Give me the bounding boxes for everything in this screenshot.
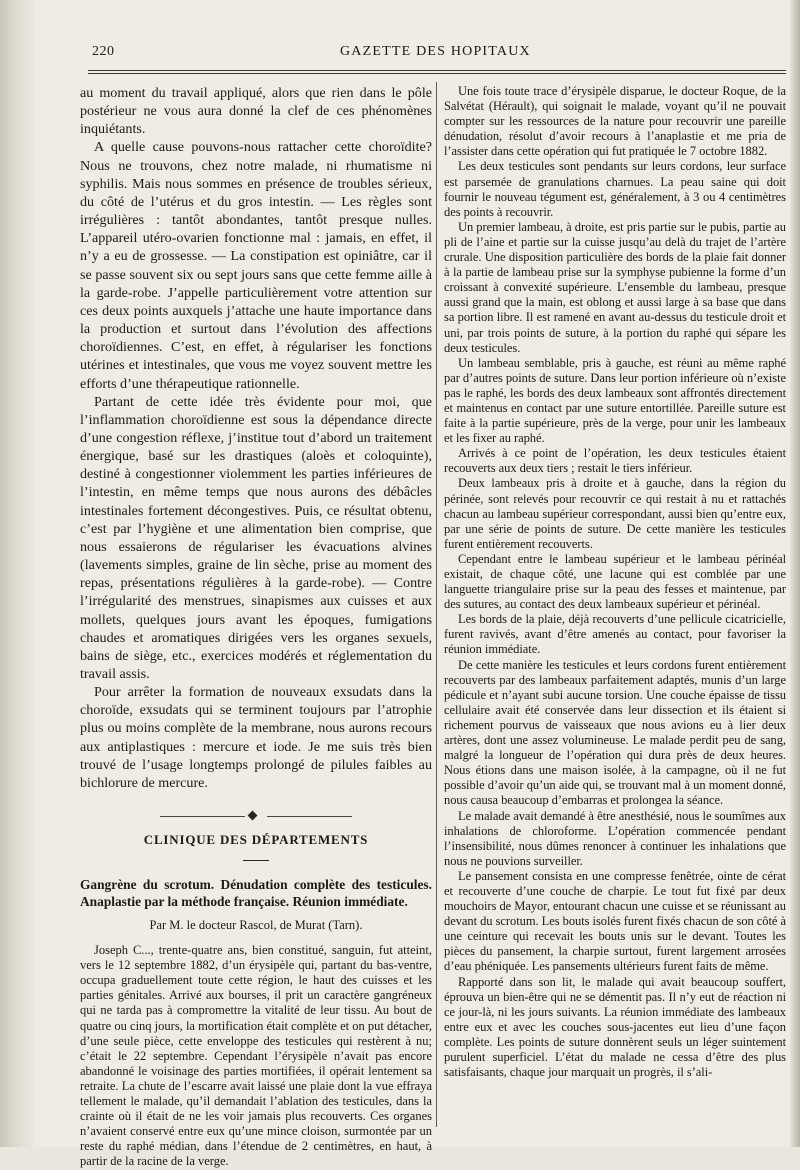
paragraph: Le pansement consista en une compresse fenêtrée, ointe de cérat et recouverte d’une couche de charpie. Le tout fut fixé par deux mouchoirs de Mayor, entourant chacun une cuisse et se réunissant au devant du scrotum. Les bouts isolés furent fixés chacun de son côté à une ceinture qui recevait les bouts unis sur le devant. Toutes les pièces du pansement, la charpie surtout, furent largement arrosées d’eau phéniquée. Les pansements ultérieurs furent faits de même. — [444, 868, 786, 974]
essay-body — [80, 84, 432, 792]
header-rule-thick — [88, 70, 786, 71]
ornament-line — [160, 816, 245, 817]
ornament-line — [267, 816, 352, 817]
paragraph: Deux lambeaux pris à droite et à gauche, dans la région du périnée, sont relevés pour recouvrir ce qui restait à nu et rattachés chacun au lambeau supérieur correspondant, aussi bien qu’entre eux, par une série de points de suture. De cette manière les testicules furent entièrement recouverts. — [444, 476, 786, 551]
page-gutter-shadow — [0, 0, 34, 1147]
paragraph: Un lambeau semblable, pris à gauche, est réuni au même raphé par d’autres points de suture. Dans leur portion inférieure où n’existe pas le raphé, les bords des deux lambeaux sont affrontés directement et maintenus en contact par une suture entortillée. Pareille suture est faite à la partie supérieure, près de la verge, pour unir les lambeaux et les fixer au raphé. — [444, 355, 786, 446]
paragraph: A quelle cause pouvons-nous rattacher cette choroïdite? Nous ne trouvons, chez notre malade, ni rhumatisme ni syphilis. Mais nous sommes en présence de troubles sérieux, du côté de l’utérus et du gros intestin. — Les règles sont irrégulières : tantôt abondantes, tantôt presque nulles. L’appareil utéro-ovarien fonctionne mal : jamais, en effet, il n’y a eu de grossesse. — La constipation est opiniâtre, car il se passe souvent six ou sept jours sans que cette femme aille à la garde-robe. J’appelle particulièrement votre attention sur ces deux points auxquels j’attache une haute importance dans la production et surtout dans l’évolution des affections choroïdiennes. C’est, en effet, à régulariser les fonctions utérines et intestinales, que vous me voyez souvent mettre les efforts d’une thérapeutique rationnelle. — [80, 139, 432, 392]
left-column — [80, 84, 432, 1170]
paragraph: Le malade avait demandé à être anesthésié, nous le soumîmes aux inhalations de chloroforme. L’opération commencée pendant l’insensibilité, nous dûmes renoncer à continuer les inhalations que nous ne pouvions surveiller. — [444, 808, 786, 868]
paragraph: Les deux testicules sont pendants sur leurs cordons, leur surface est parsemée de granulations charnues. La peau saine qui doit fournir le nouveau tégument est, généralement, à 3 ou 4 centimètres des points à recouvrir. — [444, 159, 786, 219]
paragraph: Arrivés à ce point de l’opération, les deux testicules étaient recouverts aux deux tiers ; restait le tiers inférieur. — [444, 446, 786, 476]
article-byline: Par M. le docteur Rascol, de Murat (Tarn). — [149, 918, 363, 933]
paragraph: Partant de cette idée très évidente pour moi, que l’inflammation choroïdienne est sous la dépendance directe d’une congestion réflexe, j’institue tout d’abord un traitement énergique, basé sur les drastiques (aloès et coloquinte), destiné à congestionner violemment les parties inférieures de l’intestin, en même temps que nous aurons des débâcles intestinales fortement décongestives. Puis, ce résultat obtenu, c’est par l’hygiène et une alimentation bien comprise, que nous essaierons de régulariser les évacuations alvines (lavements simples, graine de lin sèche, prise au moment des repas, présentations régulières à la garde-robe). — Contre l’irrégularité des menstrues, sinapismes aux cuisses et aux mollets, quelques jours avant les époques, fumigations chaudes et aromatiques dirigées vers les organes sexuels, bains de siège, etc., exercices modérés et réglementation du travail assis. — [80, 393, 432, 682]
column-divider — [436, 82, 437, 1127]
heading-rule — [243, 860, 269, 861]
paragraph: Joseph C..., trente-quatre ans, bien constitué, sanguin, fut atteint, vers le 12 septembre 1882, d’un érysipèle qui, partant du bas-ventre, occupa graduellement toute cette région, le haut des cuisses et les parties génitales. Arrivé aux bourses, il prit un caractère gangréneux qui ne tarda pas à compromettre la vitalité de leur tissu. Au bout de quatre ou cinq jours, la mortification était complète et on put détacher, d’une seule pièce, cette enveloppe des testicules qui restèrent à nu; c’était le 22 septembre. Cependant l’érysipèle n’avait pas encore abandonné le voisinage des parties mortifiées, il opérait lentement sa retraite. La chute de l’escarre avait laissé une plaie dont la vue effraya tellement le malade, qu’il demandait l’ablation des testicules, dans la crainte où il était de ne les voir jamais plus recouverts. Ces organes n’avaient conservé entre eux qu’une mince cloison, surmontée par un reste du raphé médian, dans l’étendue de 2 centimètres, en haut, à partir de la racine de la verge. — [80, 943, 432, 1169]
diamond-icon — [248, 811, 258, 821]
paragraph: Pour arrêter la formation de nouveaux exsudats dans la choroïde, exsudats qui se terminent toujours par l’atrophie plus ou moins complète de la membrane, nous aurons recours aux antiplastiques : mercure et iode. Je me suis très bien trouvé de l’usage longtemps prolongé de pilules faibles au bichlorure de mercure. — [80, 684, 432, 791]
running-title: GAZETTE DES HOPITAUX — [340, 44, 531, 59]
paragraph: De cette manière les testicules et leurs cordons furent entièrement recouverts par des lambeaux parfaitement adaptés, munis d’un large pédicule et n’ayant subi aucune torsion. Une couche épaisse de tissu cellulaire avait été conservée dans leur dissection et ils étaient si richement pourvus de vaisseaux que nous avions eu à lier deux artères, dont une assez volumineuse. Le malade perdit peu de sang, malgré la longueur de l’opération qui dura près de deux heures. Nous étions dans une maison isolée, à la campagne, où il ne fut possible d’avoir qu’un aide qui, se trouvant mal à un moment donné, nous causa beaucoup d’embarras et prolongea la séance. — [444, 657, 786, 808]
page-number: 220 — [92, 44, 115, 59]
section-heading: CLINIQUE DES DÉPARTEMENTS — [143, 832, 369, 848]
page-header — [80, 44, 780, 64]
paragraph: au moment du travail appliqué, alors que rien dans le pôle postérieur ne vous aura donné la clef de ces phénomènes inquiétants. — [80, 85, 432, 138]
article-title: Gangrène du scrotum. Dénudation complète des testicules. Anaplastie par la méthode française. Réunion immédiate. — [80, 877, 432, 909]
case-report-body — [80, 943, 432, 1169]
paragraph: Cependant entre le lambeau supérieur et le lambeau périnéal existait, de chaque côté, une lacune qui est comblée par une languette triangulaire prise sur la peau des fesses et maintenue, par des sutures, au contact des deux lambeaux supérieur et périnéal. — [444, 551, 786, 612]
section-ornament — [80, 810, 432, 822]
page-edge-shadow — [790, 0, 800, 1147]
header-rule-thin — [88, 73, 786, 74]
right-column — [444, 84, 786, 1080]
paragraph: Un premier lambeau, à droite, est pris partie sur le pubis, partie au pli de l’aine et partie sur la cuisse jusqu’au delà du trajet de l’artère crurale. Une disposition particulière des bords de la plaie fait donner à la partie de lambeau prise sur la symphyse pubienne la forme d’un croissant à convexité supérieure. L’ensemble du lambeau, presque aussi grand que la main, est oblong et aussi large à sa base que dans sa portion libre. Il est ramené en avant au-dessus du testicule droit et uni, par trois points de suture, à la portion du raphé qui sépare les deux testicules. — [444, 219, 786, 355]
paragraph: Une fois toute trace d’érysipèle disparue, le docteur Roque, de la Salvétat (Hérault), qui soignait le malade, voyant qu’il ne pouvait compter sur les ressources de la nature pour recouvrir une pareille dénudation, résolut d’avoir recours à l’anaplastie et me pria de l’assister dans cette opération qui fut pratiquée le 7 octobre 1882. — [444, 84, 786, 159]
paragraph: Les bords de la plaie, déjà recouverts d’une pellicule cicatricielle, furent ravivés, avant d’être amenés au contact, pour favoriser la réunion immédiate. — [444, 612, 786, 657]
paragraph: Rapporté dans son lit, le malade qui avait beaucoup souffert, éprouva un bien-être qui ne se démentit pas. Il n’y eut de réaction ni ce jour-là, ni les jours suivants. La réunion immédiate des lambeaux entre eux et avec les couches sous-jacentes eut lieu d’une façon complète. Les points de suture donnèrent seuls un léger suintement purulent superficiel. L’état du malade ne cessa d’être des plus satisfaisants, chaque jour marquait un progrès, il s’ali- — [444, 974, 786, 1080]
